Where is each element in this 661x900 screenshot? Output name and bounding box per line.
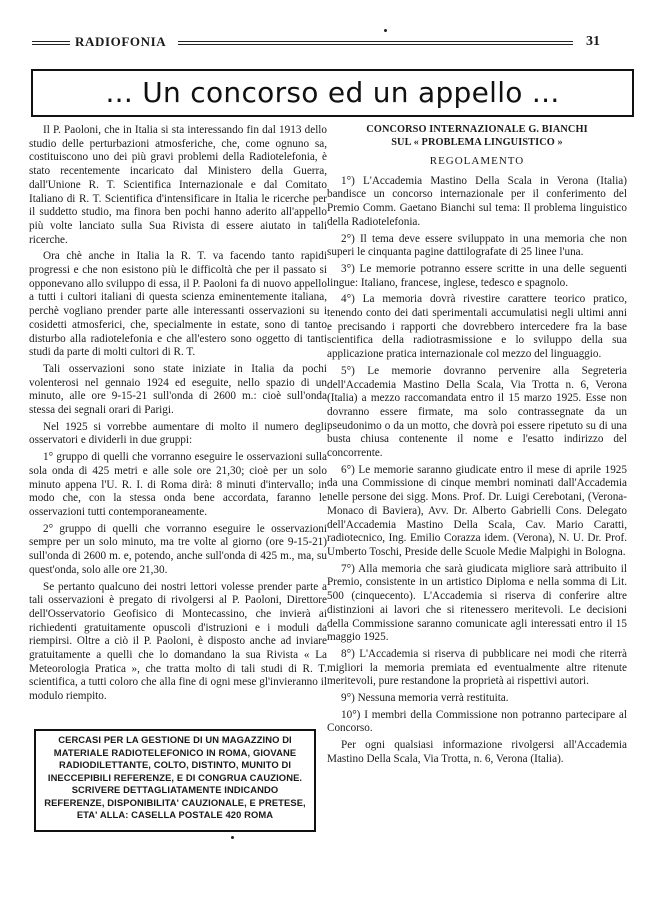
rule-item: 1°) L'Accademia Mastino Della Scala in Verona (Italia) bandisce un concorso internazionale per il conferimento del Premio Comm. Gaetano Bianchi sul tema: Il problema linguistico della Radiotelefonia.: [327, 174, 627, 228]
regulation-heading: REGOLAMENTO: [429, 155, 525, 167]
article-title: ... Un concorso ed un appello ...: [105, 76, 560, 109]
rule-item: Per ogni qualsiasi informazione rivolgersi all'Accademia Mastino Della Scala, Via Trotta, n. 6, Verona (Italia).: [327, 739, 627, 765]
paragraph: 2° gruppo di quelli che vorranno eseguire le osservazioni sempre per un solo minuto, ma tre volte al giorno (ore 9-15-21) sull'onda di 2600 m. e, potendo, anche sull'onda di 425 m., ma, su quest'onda, solo alle ore 21,30.: [29, 522, 327, 576]
header-rule-right: [178, 41, 573, 45]
rule-item: 6°) Le memorie saranno giudicate entro il mese di aprile 1925 da una Commissione di cinque membri nominati dall'Accademia nelle persone dei sigg. Mons. Prof. Dr. Luigi Cerebotani, (Verona-Monaco di Baviera), Avv. Dr. Alberto Gabrielli Cons. Delegato dell'Accademia Mastino Della Scala, Cav. Mario Caratti, radiotecnico, Ing. Emilio Corazza idem. (Verona), N. U. Dr. Prof. Umberto Toschi, Preside delle Scuole Medie Malpighi in Bologna.: [327, 463, 627, 558]
contest-heading-line2: SUL « PROBLEMA LINGUISTICO »: [391, 136, 563, 148]
contest-heading-line1: CONCORSO INTERNAZIONALE G. BIANCHI: [366, 124, 588, 135]
contest-heading: [327, 124, 627, 149]
paragraph: 1° gruppo di quelli che vorranno eseguire le osservazioni sulla sola onda di 425 metri e alle sole ore 21,30; cioè per un solo minuto appena l'U. R. I. di Roma dirà: 8 minuti d'intervallo; in modo che, con la stessa onda bene accordata, faranno le osservazioni tutti contemporaneamente.: [29, 451, 327, 518]
paragraph: Se pertanto qualcuno dei nostri lettori volesse prender parte a tali osservazioni è pregato di rivolgersi al P. Paoloni, Direttore dell'Osservatorio Geofisico di Montecassino, che invierà ai richiedenti gratuitamente opuscoli d'istruzioni e i moduli da riempirsi. Oltre a ciò il P. Paoloni, è disposto anche ad inviare gratuitamente a quelli che lo domandano la sua Rivista « La Meteorologia Pratica », che tratta molto di tali studi di R. T. scientifica, a tutti coloro che alla fine di ogni mese gl'invieranno il modulo riempito.: [29, 580, 327, 703]
rule-item: 2°) Il tema deve essere sviluppato in una memoria che non superi le cinquanta pagine dattilografate di 25 linee l'una.: [327, 232, 627, 259]
rule-item: 10°) I membri della Commissione non potranno partecipare al Concorso.: [327, 708, 627, 735]
right-column: [327, 124, 627, 770]
rule-item: 8°) L'Accademia si riserva di pubblicare nei modi che riterrà migliori la memoria premiata ed eventualmente altre ritenute meritevoli, pure restandone la proprietà ai rispettivi autori.: [327, 647, 627, 688]
rule-item: 9°) Nessuna memoria verrà restituita.: [341, 692, 509, 705]
rule-item: 7°) Alla memoria che sarà giudicata migliore sarà attribuito il Premio, consistente in un artistico Diploma e nella somma di Lit. 500 (cinquecento). L'Accademia si riserva di conferire altre distinzioni ai lavori che si ritenessero meritevoli. Le decisioni della Commissione saranno comunicate agli interessati entro il 15 maggio 1925.: [327, 562, 627, 644]
page-number: 31: [586, 34, 600, 49]
decorative-dot: [231, 836, 234, 839]
paragraph: Nel 1925 si vorrebbe aumentare di molto il numero degli osservatori e dividerli in due gruppi:: [29, 420, 327, 447]
rule-item: 3°) Le memorie potranno essere scritte in una delle seguenti lingue: Italiano, francese, inglese, tedesco e spagnolo.: [327, 262, 627, 289]
magazine-title: RADIOFONIA: [75, 34, 167, 49]
rule-item: 5°) Le memorie dovranno pervenire alla Segreteria dell'Accademia Mastino Della Scala, Via Trotta n. 6, Verona (Italia) a mezzo raccomandata entro il 15 marzo 1925. Esse non dovranno essere firmate, ma solo contrassegnate da un pseudonimo o da un motto, che dovrà poi essere ripetuto su di una busta chiusa contenente il nome e l'esatto indirizzo del concorrente.: [327, 364, 627, 460]
paragraph: Tali osservazioni sono state iniziate in Italia da pochi volenterosi nel gennaio 1924 ed eseguite, nello spazio di un minuto, alle ore 9-15-21 sull'onda di 2600 m.: cioè sull'onda stessa dei segnali orari di Parigi.: [29, 362, 327, 417]
page-header: [30, 34, 630, 54]
paragraph: Ora chè anche in Italia la R. T. va facendo tanto rapidi progressi e che non esistono più le difficoltà che per il passato si opponevano allo sviluppo di essa, il P. Paoloni fa di nuovo appello a tutti i cultori italiani di questa scienza eminentemente italiana, perchè vogliano prender parte alle interessanti osservazioni su i cosidetti atmosferici, che, specialmente in estate, sono di tanto disturbo alla radiotelefonia e che all'estero sono oggetto di tanti studi da parte di molti cultori di R. T.: [29, 250, 327, 359]
classified-ad-text: CERCASI PER LA GESTIONE DI UN MAGAZZINO DI MATERIALE RADIOTELEFONICO IN ROMA, GIOVANE RADIODILETTANTE, COLTO, DISTINTO, MUNITO DI INECCEPIBILI REFERENZE, E DI CONGRUA CAUZIONE. SCRIVERE DETTAGLIATAMENTE INDICANDO REFERENZE, DISPONIBILITA' CAUZIONALE, E PRETESE, ETA' ALLA: CASELLA POSTALE 420 ROMA: [44, 734, 306, 820]
left-column: [29, 124, 327, 707]
decorative-dot: [384, 29, 387, 32]
article-title-banner: [31, 69, 634, 117]
rule-item: 4°) La memoria dovrà rivestire carattere teorico pratico, tenendo conto dei dati sperimentali accumulatisi negli ultimi anni e precisando i rapporti che dovrebbero intercedere fra la base scientifica della radiotrasmissione e lo sviluppo della sua applicazione pratica internazionale col mezzo del linguaggio.: [327, 293, 627, 361]
paragraph: Il P. Paoloni, che in Italia si sta interessando fin dal 1913 dello studio delle perturbazioni atmosferiche, che, come ognuno sa, costituiscono uno dei più gravi problemi della Radiotelefonia, è stato recentemente incaricato dal Ministero della Guerra, dall'Unione R. T. Scientifica Internazionale e dal Comitato Italiano di R. T. Scientifica d'intensificare in Italia le ricerche per il suddetto studio, ma finora ben pochi hanno aderito all'appello più volte lanciato sulla Sua Rivista di essere aiutato in tali ricerche.: [29, 124, 327, 246]
header-rule-left: [32, 41, 70, 45]
classified-ad-box: [34, 729, 316, 832]
